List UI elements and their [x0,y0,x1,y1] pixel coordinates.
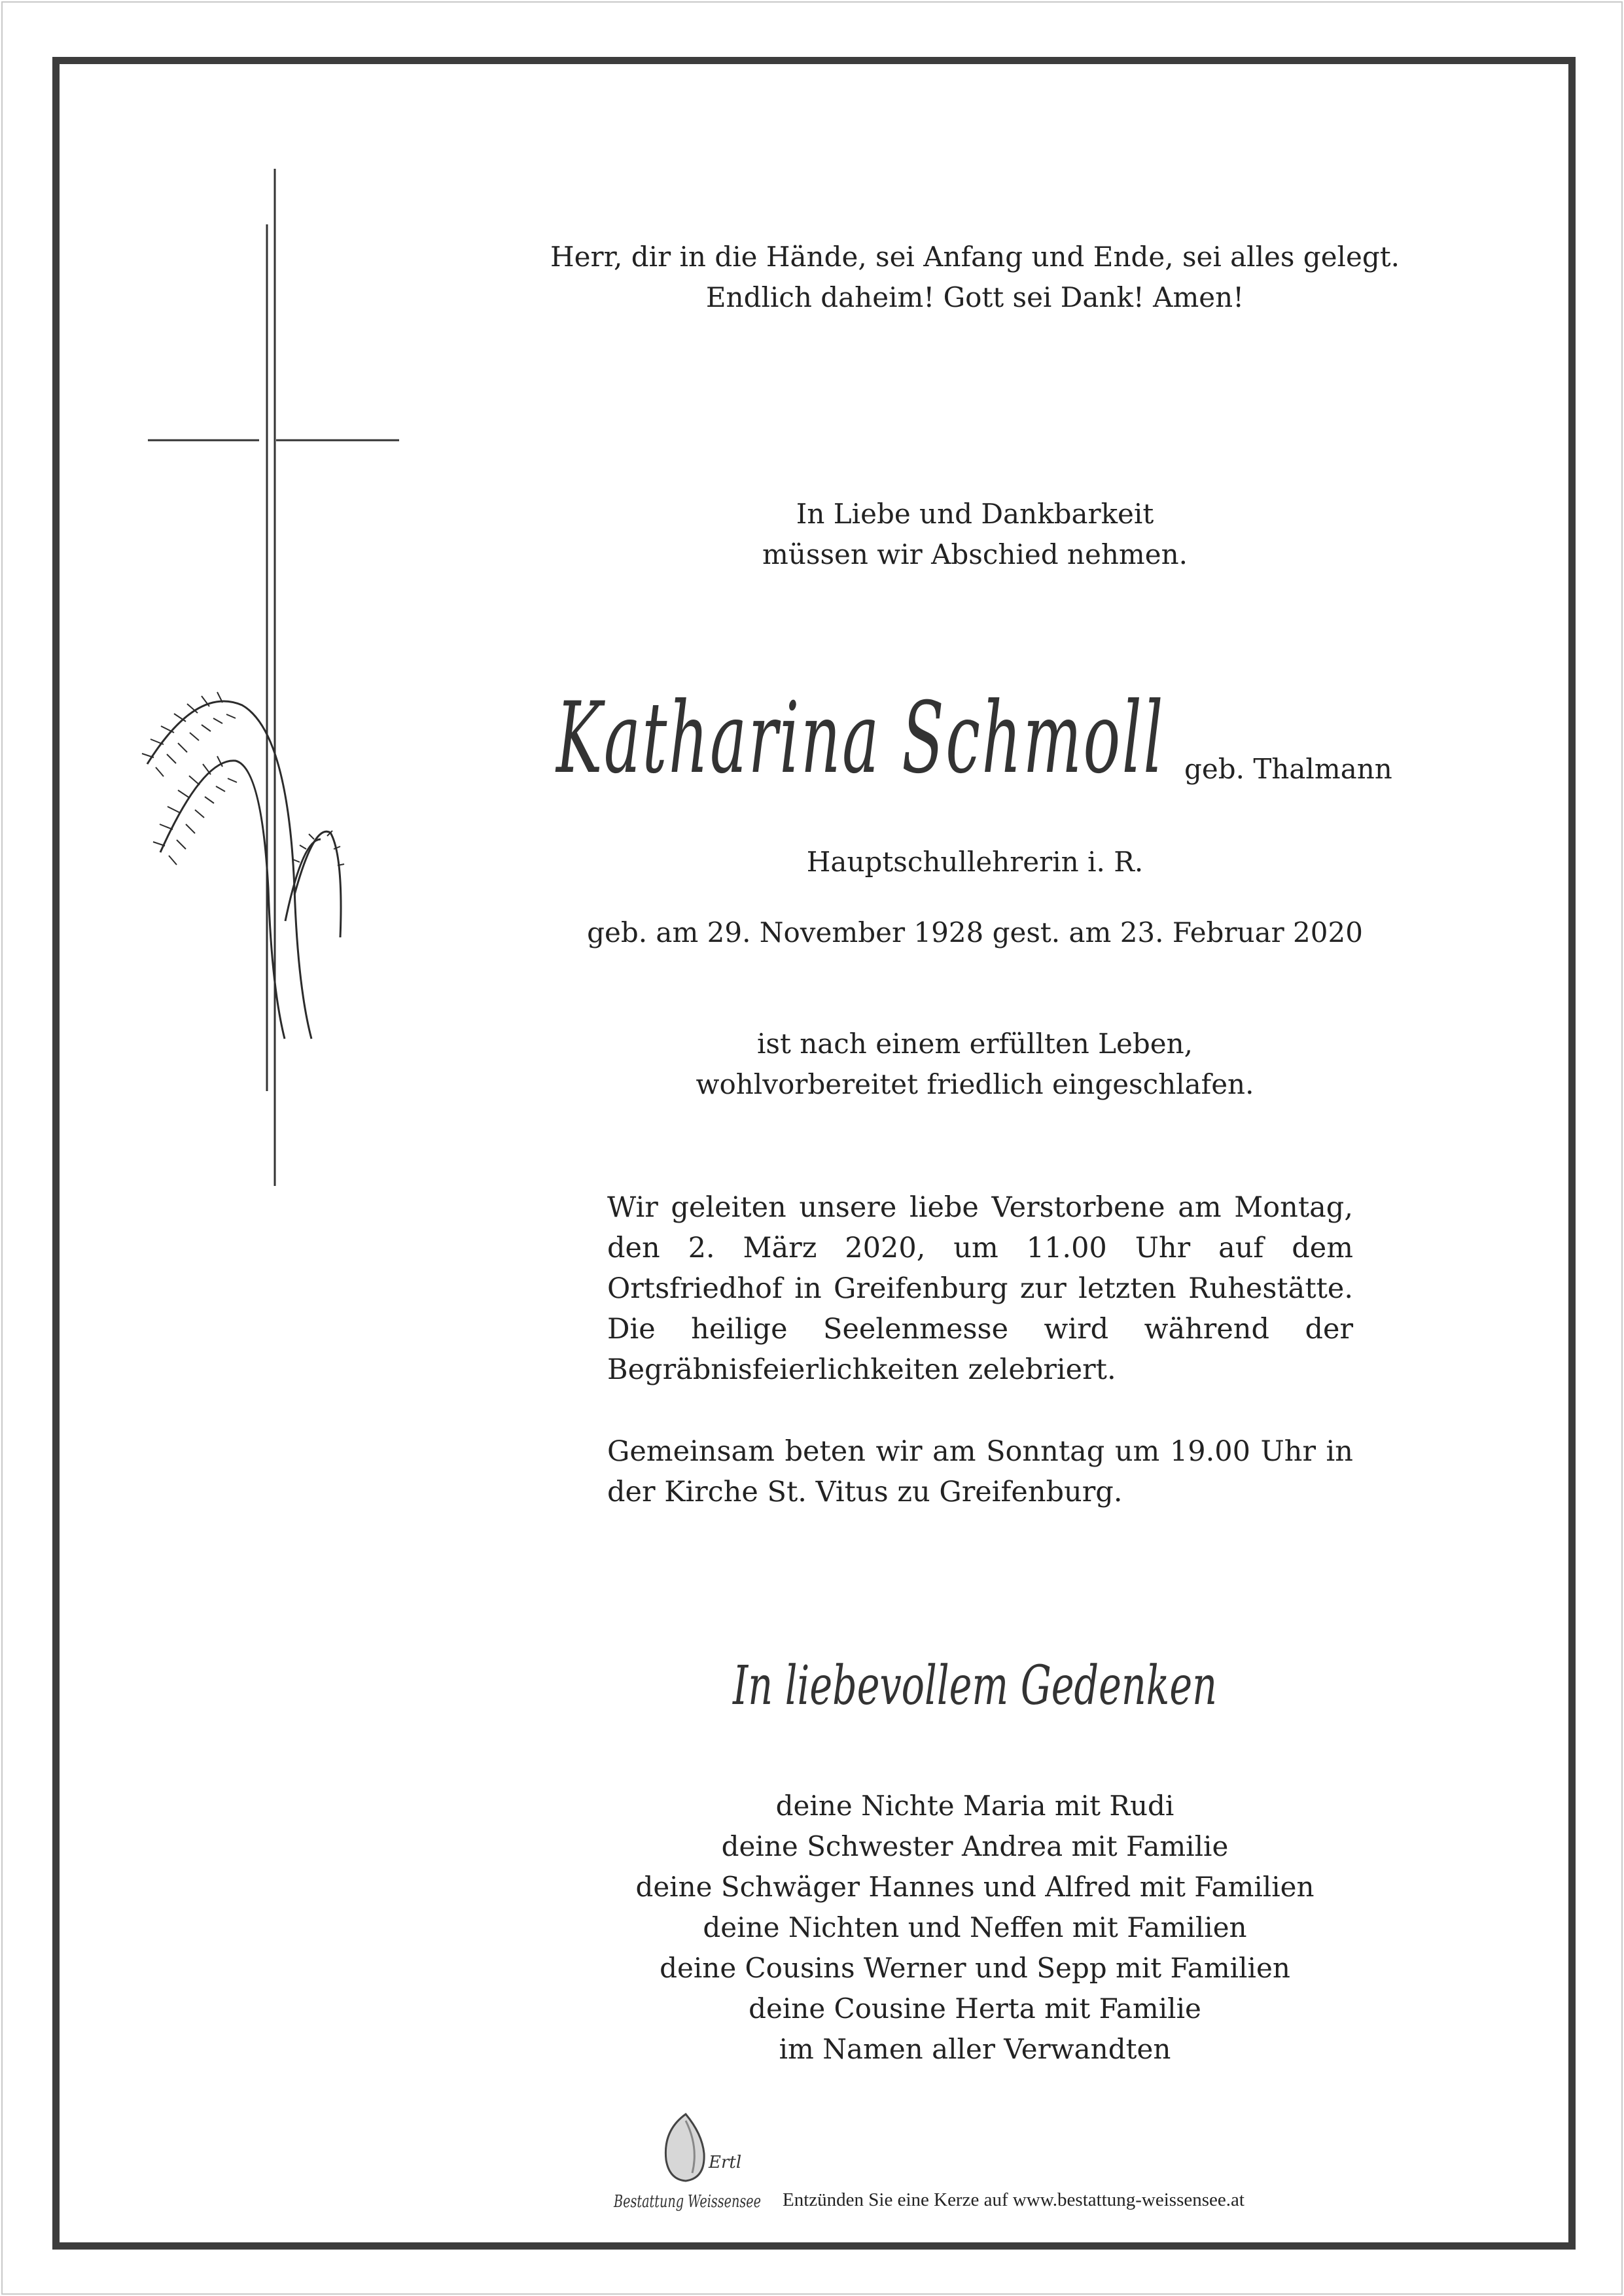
website-text[interactable]: Entzünden Sie eine Kerze auf www.bestattung-weissensee.at [783,2189,1244,2210]
mourner-line: deine Schwäger Hannes und Alfred mit Familien [635,1871,1315,1903]
verse [537,237,1413,318]
cross-wheat-ornament [131,169,419,1189]
mourner-line: deine Nichte Maria mit Rudi [775,1790,1174,1822]
deceased-name [550,654,1178,805]
verse-line-2: Endlich daheim! Gott sei Dank! Amen! [705,281,1244,313]
mourners-list [537,1786,1413,2070]
profession: Hauptschullehrerin i. R. [806,846,1144,878]
prayer-paragraph: Gemeinsam beten wir am Sonntag um 19.00 Uhr in der Kirche St. Vitus zu Greifenburg. [607,1435,1353,1508]
mourner-line: deine Cousins Werner und Sepp mit Familien [660,1952,1290,1984]
passing-text [537,1024,1413,1105]
mourner-line: im Namen aller Verwandten [779,2033,1171,2065]
life-dates: geb. am 29. November 1928 gest. am 23. Februar 2020 [587,916,1363,948]
verse-line-1: Herr, dir in die Hände, sei Anfang und Ende, sei alles gelegt. [550,241,1400,273]
deceased-name-text: Katharina Schmoll [555,682,1165,795]
mourner-line: deine Schwester Andrea mit Familie [721,1830,1229,1862]
passing-line-2: wohlvorbereitet friedlich eingeschlafen. [696,1068,1254,1100]
maiden-name: geb. Thalmann [1184,753,1392,785]
logo-name: Bestattung Weissensee [613,2192,761,2212]
cross-icon [148,169,399,1186]
farewell-line-1: In Liebe und Dankbarkeit [796,498,1154,530]
wheat-icon [142,692,344,1039]
mourner-line: deine Nichten und Neffen mit Familien [703,1911,1247,1943]
memory-heading-text: In liebevollem Gedenken [732,1655,1217,1717]
passing-line-1: ist nach einem erfüllten Leben, [756,1028,1193,1060]
memory-heading [726,1629,1224,1740]
logo-owner: Ertl [709,2153,742,2172]
farewell-text [537,494,1413,575]
farewell-line-2: müssen wir Abschied nehmen. [762,538,1188,570]
funeral-paragraph: Wir geleiten unsere liebe Verstorbene am Montag, den 2. März 2020, um 11.00 Uhr auf dem Ortsfriedhof in Greifenburg zur letzten Ruhestätte. Die heilige Seelenmesse wird während der Begräbnisfeierlichkeiten zelebriert. [607,1191,1353,1386]
logo-icon [601,2108,771,2219]
mourner-line: deine Cousine Herta mit Familie [749,1992,1201,2025]
